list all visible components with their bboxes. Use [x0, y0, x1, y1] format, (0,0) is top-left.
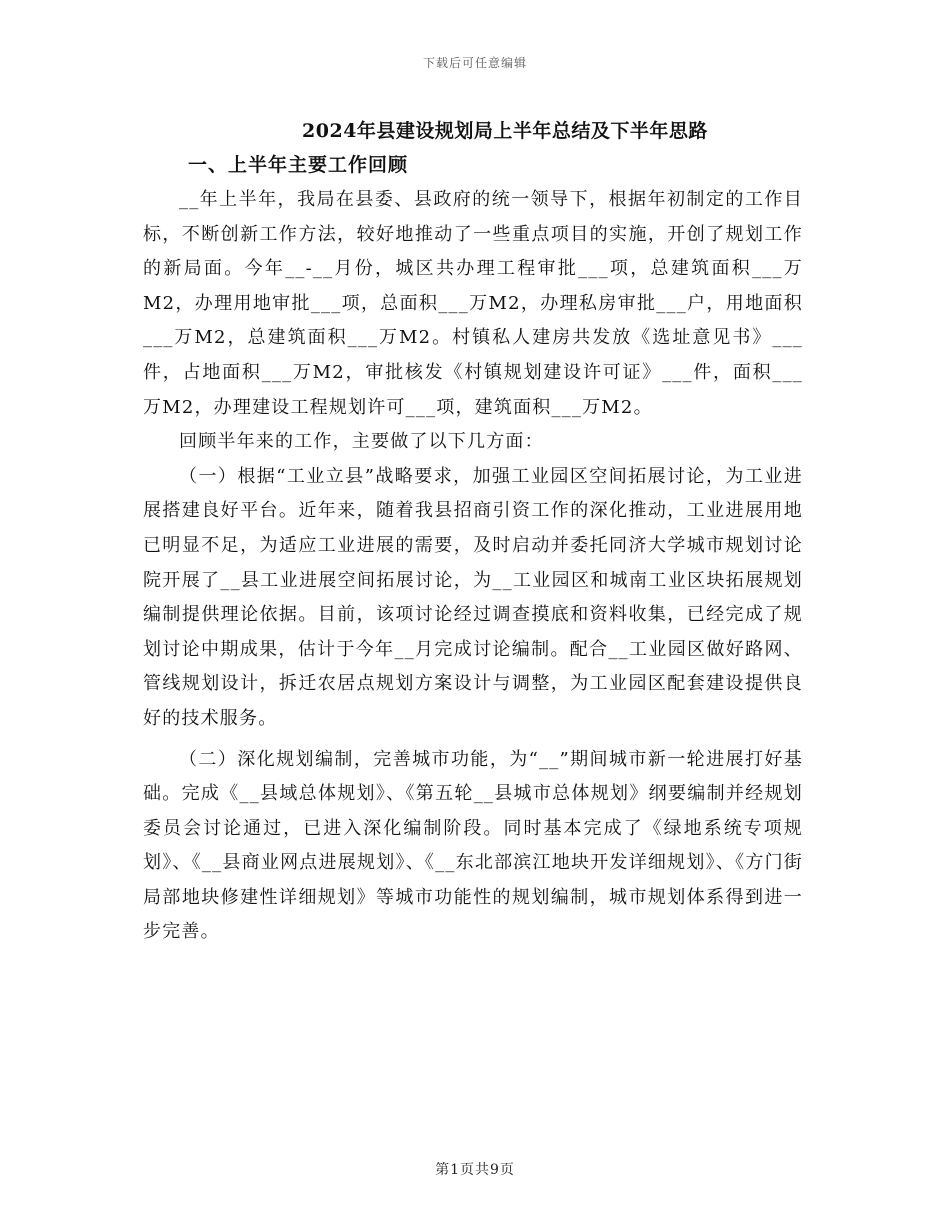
- section-heading: 一、上半年主要工作回顾: [188, 154, 409, 176]
- paragraph: （一）根据“工业立县”战略要求，加强工业园区空间拓展讨论，为工业进展搭建良好平台。近年来，随着我县招商引资工作的深化推动，工业进展用地已明显不足，为适应工业进展的需要，及时启动并委托同济大学城市规划讨论院开展了__县工业进展空间拓展讨论，为__工业园区和城南工业区块拓展规划编制提供理论依据。目前，该项讨论经过调查摸底和资料收集，已经完成了规划讨论中期成果，估计于今年__月完成讨论编制。配合__工业园区做好路网、管线规划设计，拆迁农居点规划方案设计与调整，为工业园区配套建设提供良好的技术服务。: [143, 465, 803, 729]
- paragraph: __年上半年，我局在县委、县政府的统一领导下，根据年初制定的工作目标，不断创新工作方法，较好地推动了一些重点项目的实施，开创了规划工作的新局面。今年__-__月份，城区共办理工程审批___项，总建筑面积___万M2，办理用地审批___项，总面积___万M2，办理私房审批___户，用地面积___万M2，总建筑面积___万M2。村镇私人建房共发放《选址意见书》___件，占地面积___万M2，审批核发《村镇规划建设许可证》___件，面积___万M2，办理建设工程规划许可___项，建筑面积___万M2。: [143, 189, 803, 418]
- paragraph: （二）深化规划编制，完善城市功能，为“__”期间城市新一轮进展打好基础。完成《__县域总体规划》、《第五轮__县城市总体规划》纲要编制并经规划委员会讨论通过，已进入深化编制阶段。同时基本完成了《绿地系统专项规划》、《__县商业网点进展规划》、《__东北部滨江地块开发详细规划》、《方门街局部地块修建性详细规划》等城市功能性的规划编制，城市规划体系得到进一步完善。: [143, 748, 803, 943]
- page-header-note: 下载后可任意编辑: [422, 56, 527, 70]
- document-body: [143, 183, 803, 950]
- document-title: 2024年县建设规划局上半年总结及下半年思路: [302, 120, 708, 142]
- page-number: 第1页共9页: [435, 1162, 515, 1178]
- paragraph: 回顾半年来的工作，主要做了以下几方面：: [179, 431, 544, 453]
